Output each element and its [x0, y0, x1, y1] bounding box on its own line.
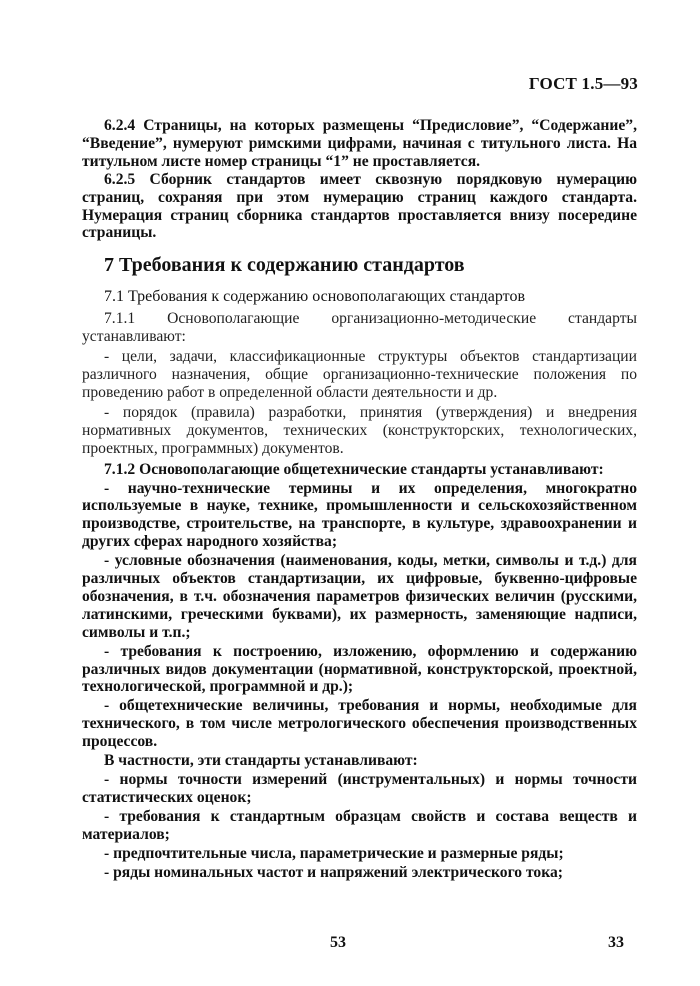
list-item: - предпочтительные числа, параметрические и размерные ряды; — [104, 844, 564, 862]
list-item: - нормы точности измерений (инструментальных) и нормы точности статистических оценок; — [82, 771, 637, 806]
list-item: - требования к стандартным образцам свойств и состава веществ и материалов; — [82, 807, 637, 843]
list-item: - цели, задачи, классификационные структуры объектов стандартизации различного назначения, общие организационно-технические положения по проведению работ в определенной области деятельности и др. — [82, 348, 637, 401]
paragraph-6-2-5: 6.2.5 Сборник стандартов имеет сквозную порядковую нумерацию страниц, сохраняя при этом нумерацию страниц каждого стандарта. Нумерация страниц сборника стандартов проставляется внизу посередине страницы. — [82, 170, 637, 242]
list-item: - порядок (правила) разработки, принятия (утверждения) и внедрения нормативных документов, технических (конструкторских, технологических, проектных, программных) документов. — [82, 403, 637, 457]
list-item: - условные обозначения (наименования, коды, метки, символы и т.д.) для различных объектов стандартизации, их цифровые, буквенно-цифровые обозначения, в т.ч. обозначения параметров физических величин (русскими, латинскими, греческими буквами), их размерность, заменяющие надписи, символы и т.п.; — [82, 552, 637, 641]
document-code-header: ГОСТ 1.5—93 — [528, 74, 638, 93]
section-title: 7 Требования к содержанию стандартов — [104, 254, 465, 277]
page-number-collection: 53 — [330, 934, 346, 951]
list-item: - требования к построению, изложению, оформлению и содержанию различных видов документации (нормативной, конструкторской, проектной, технологической, программной и др.); — [82, 642, 637, 696]
paragraph-7-1-1: 7.1.1 Основополагающие организационно-методические стандарты устанавливают: — [82, 310, 637, 346]
subsection-title: 7.1 Требования к содержанию основополагающих стандартов — [104, 288, 525, 306]
list-item: - общетехнические величины, требования и нормы, необходимые для технического, в том числе метрологического обеспечения производственных процессов. — [82, 697, 637, 751]
paragraph-in-particular: В частности, эти стандарты устанавливают: — [104, 752, 418, 770]
page-number-standard: 33 — [608, 934, 624, 951]
paragraph-7-1-2: 7.1.2 Основополагающие общетехнические стандарты устанавливают: — [104, 460, 604, 478]
list-item: - ряды номинальных частот и напряжений электрического тока; — [104, 863, 563, 881]
page-body — [82, 117, 637, 881]
list-item: - научно-технические термины и их определения, многократно используемые в науке, технике, промышленности и сельскохозяйственном производстве, строительстве, на транспорте, в культуре, здравоохранении и других сферах народного хозяйства; — [82, 479, 637, 551]
paragraph-6-2-4: 6.2.4 Страницы, на которых размещены “Предисловие”, “Содержание”, “Введение”, нумеруют римскими цифрами, начиная с титульного листа. На титульном листе номер страницы “1” не проставляется. — [82, 117, 637, 170]
